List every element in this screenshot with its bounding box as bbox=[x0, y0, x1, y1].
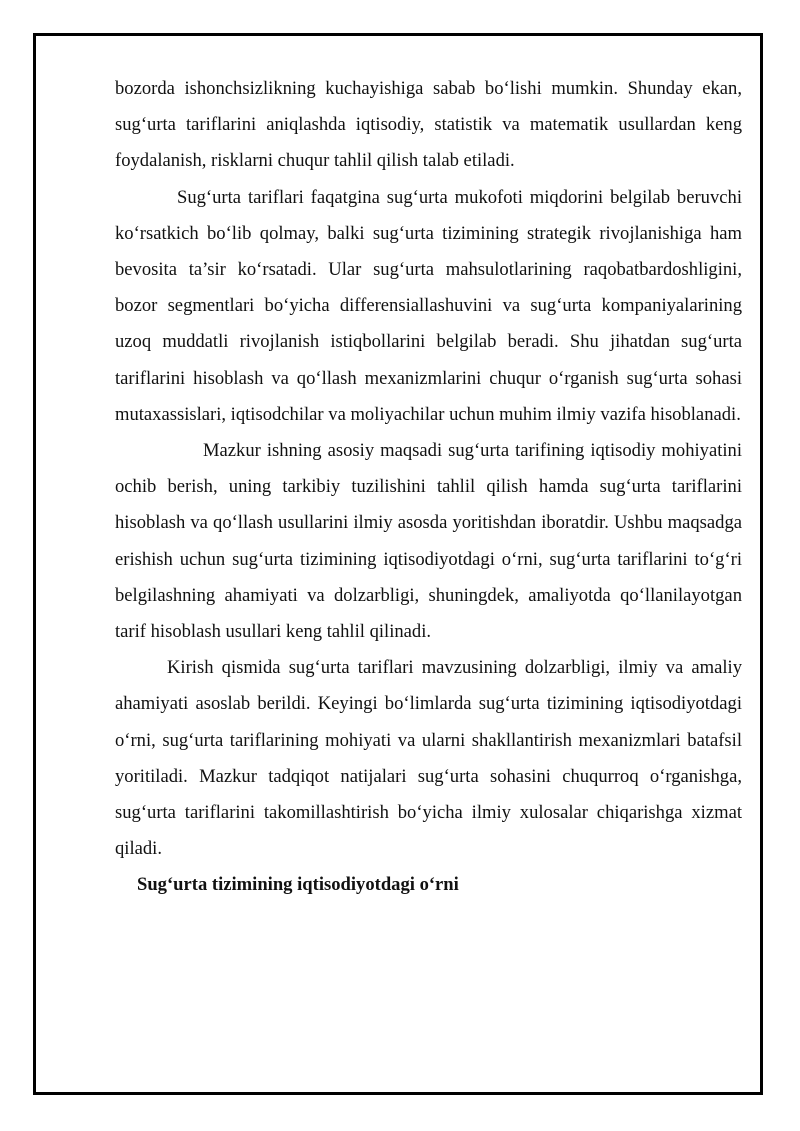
paragraph-2: Sug‘urta tariflari faqatgina sug‘urta mukofoti miqdorini belgilab beruvchi ko‘rsatkich bo‘lib qolmay, balki sug‘urta tizimining strategik rivojlanishiga ham bevosita ta’sir ko‘rsatadi. Ular sug‘urta mahsulotlarining raqobatbardoshligini, bozor segmentlari bo‘yicha differensiallashuvini va sug‘urta kompaniyalarining uzoq muddatli rivojlanish istiqbollarini belgilab beradi. Shu jihatdan sug‘urta tariflarini hisoblash va qo‘llash mexanizmlarini chuqur o‘rganish sug‘urta sohasi mutaxassislari, iqtisodchilar va moliyachilar uchun muhim ilmiy vazifa hisoblanadi. bbox=[115, 186, 742, 425]
document-body bbox=[115, 71, 742, 904]
paragraph-3: Mazkur ishning asosiy maqsadi sug‘urta tarifining iqtisodiy mohiyatini ochib berish, uning tarkibiy tuzilishini tahlil qilish hamda sug‘urta tariflarini hisoblash va qo‘llash usullarini ilmiy asosda yoritishdan iboratdir. Ushbu maqsadga erishish uchun sug‘urta tizimining iqtisodiyotdagi o‘rni, sug‘urta tariflarini to‘g‘ri belgilashning ahamiyati va dolzarbligi, shuningdek, amaliyotda qo‘llanilayotgan tarif hisoblash usullari keng tahlil qilinadi. bbox=[115, 440, 742, 643]
section-heading: Sug‘urta tizimining iqtisodiyotdagi o‘rni bbox=[137, 874, 459, 896]
paragraph-1: bozorda ishonchsizlikning kuchayishiga sabab bo‘lishi mumkin. Shunday ekan, sug‘urta tariflarini aniqlashda iqtisodiy, statistik va matematik usullardan keng foydalanish, risklarni chuqur tahlil qilish talab etiladi. bbox=[115, 78, 742, 172]
paragraph-4: Kirish qismida sug‘urta tariflari mavzusining dolzarbligi, ilmiy va amaliy ahamiyati asoslab berildi. Keyingi bo‘limlarda sug‘urta tizimining iqtisodiyotdagi o‘rni, sug‘urta tariflarining mohiyati va ularni shakllantirish mexanizmlari batafsil yoritiladi. Mazkur tadqiqot natijalari sug‘urta sohasini chuqurroq o‘rganishga, sug‘urta tariflarini takomillashtirish bo‘yicha ilmiy xulosalar chiqarishga xizmat qiladi. bbox=[115, 657, 742, 860]
